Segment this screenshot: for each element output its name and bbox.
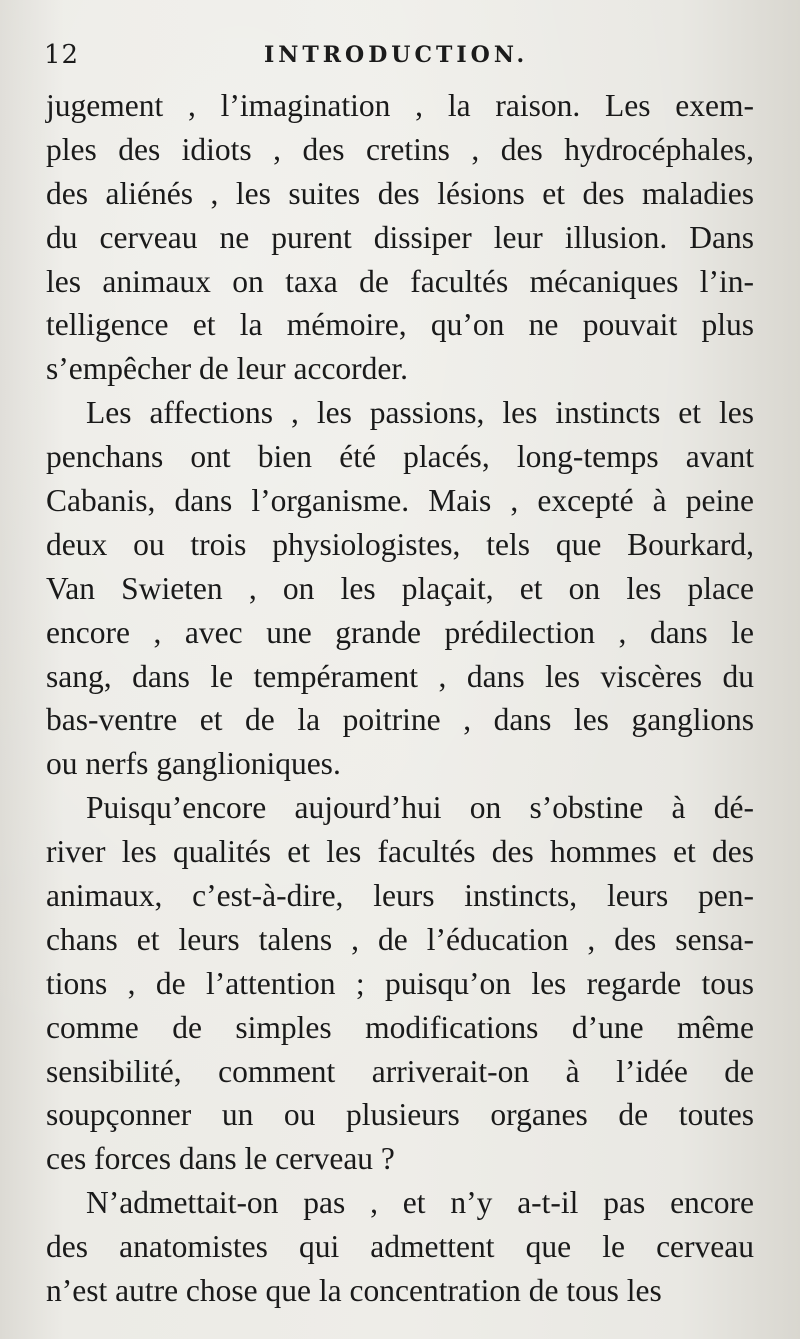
text-line: river les qualités et les facultés des hommes et des	[46, 834, 754, 870]
text-line: du cerveau ne purent dissiper leur illusion. Dans	[46, 219, 754, 255]
text-line: soupçonner un ou plusieurs organes de toutes	[46, 1097, 754, 1133]
text-line: tions , de l’attention ; puisqu’on les regarde tous	[46, 965, 754, 1001]
paragraph	[46, 1181, 754, 1313]
text-line: encore , avec une grande prédilection , dans le	[46, 614, 754, 650]
text-line: animaux, c’est-à-dire, leurs instincts, leurs pen-	[46, 878, 754, 914]
text-line: ples des idiots , des cretins , des hydrocéphales,	[46, 131, 754, 167]
page-header	[44, 36, 756, 76]
text-line: chans et leurs talens , de l’éducation , des sensa-	[46, 921, 754, 957]
page-number: 12	[44, 40, 80, 70]
running-head: INTRODUCTION.	[264, 42, 529, 68]
text-line: jugement , l’imagination , la raison. Les exem-	[46, 88, 754, 123]
text-line: comme de simples modifications d’une même	[46, 1009, 754, 1045]
text-line: bas-ventre et de la poitrine , dans les ganglions	[46, 702, 754, 738]
text-line: ou nerfs ganglioniques.	[46, 746, 341, 782]
text-line: les animaux on taxa de facultés mécaniques l’in-	[46, 263, 754, 299]
text-line: s’empêcher de leur accorder.	[46, 351, 409, 387]
text-line: Les affections , les passions, les instincts et les	[86, 395, 754, 431]
text-line: sensibilité, comment arriverait-on à l’idée de	[46, 1053, 754, 1089]
text-line: telligence et la mémoire, qu’on ne pouvait plus	[46, 307, 754, 343]
text-line: n’est autre chose que la concentration de tous les	[46, 1273, 662, 1309]
text-line: des aliénés , les suites des lésions et des maladies	[46, 175, 754, 211]
paragraph	[46, 786, 754, 1181]
paragraph	[46, 84, 754, 391]
text-line: sang, dans le tempérament , dans les viscères du	[46, 658, 754, 694]
text-line: Puisqu’encore aujourd’hui on s’obstine à dé-	[86, 790, 754, 826]
text-line: des anatomistes qui admettent que le cerveau	[46, 1229, 754, 1265]
paragraph	[46, 391, 754, 786]
text-line: ces forces dans le cerveau ?	[46, 1141, 395, 1177]
text-line: N’admettait-on pas , et n’y a-t-il pas encore	[86, 1185, 754, 1221]
text-line: Cabanis, dans l’organisme. Mais , excepté à peine	[46, 483, 754, 519]
text-line: penchans ont bien été placés, long-temps avant	[46, 439, 754, 475]
body-text	[46, 84, 754, 1313]
text-line: deux ou trois physiologistes, tels que Bourkard,	[46, 526, 754, 562]
text-line: Van Swieten , on les plaçait, et on les place	[46, 570, 754, 606]
